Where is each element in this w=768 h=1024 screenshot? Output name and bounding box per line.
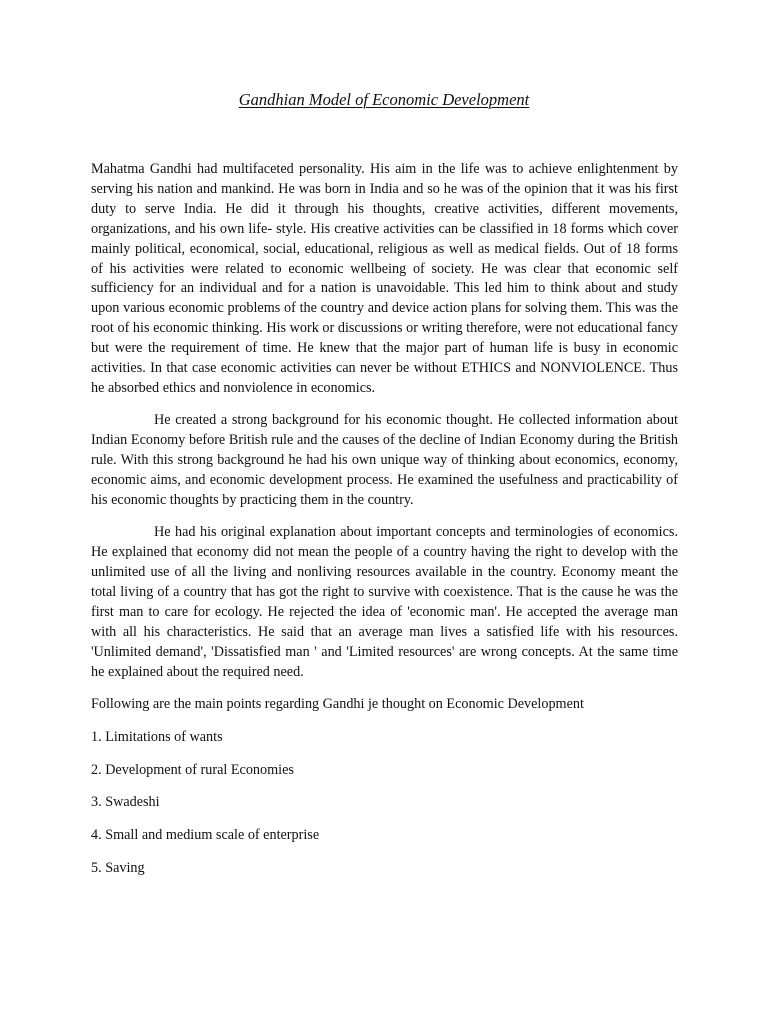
list-item: 1. Limitations of wants <box>91 728 223 745</box>
paragraph-introduction: Mahatma Gandhi had multifaceted personality. His aim in the life was to achieve enlightenment by serving his nation and mankind. He was born in India and so he was of the opinion that it was his first duty to serve India. He did it through his thoughts, creative activities, different movements, organizations, and his own life- style. His creative activities can be classified in 18 forms which cover mainly political, economical, social, educational, religious as well as medical fields. Out of 18 forms of his activities were related to economic wellbeing of society. He was clear that economic self sufficiency for an individual and for a nation is unavoidable. This led him to think about and study upon various economic problems of the country and device action plans for solving them. This was the root of his economic thinking. His work or discussions or writing therefore, were not educational fancy but were the requirement of time. He knew that the major part of human life is busy in economic activities. In that case economic activities can never be without ETHICS and NONVIOLENCE. Thus he absorbed ethics and nonviolence in economics. <box>91 161 678 396</box>
list-item: 5. Saving <box>91 859 145 876</box>
document-title: Gandhian Model of Economic Development <box>238 90 530 109</box>
paragraph-concepts: He had his original explanation about important concepts and terminologies of economics. He explained that economy did not mean the people of a country having the right to develop with the unlimited use of all the living and nonliving resources available in the country. Economy meant the total living of a country that has got the right to survive with coexistence. That is the cause he was the first man to care for ecology. He rejected the idea of 'economic man'. He accepted the average man with all his characteristics. He said that an average man lives a satisfied life with his resources. 'Unlimited demand', 'Dissatisfied man ' and 'Limited resources' are wrong concepts. At the same time he explained about the required need. <box>91 524 678 680</box>
document-body <box>91 160 678 879</box>
paragraph-background: He created a strong background for his economic thought. He collected information about Indian Economy before British rule and the causes of the decline of Indian Economy during the British rule. With this strong background he had his own unique way of thinking about economics, economy, economic aims, and economic development process. He examined the usefulness and practicability of his economic thoughts by practicing them in the country. <box>91 412 678 508</box>
list-item: 4. Small and medium scale of enterprise <box>91 826 320 843</box>
points-list <box>91 728 678 879</box>
list-item: 2. Development of rural Economies <box>91 761 294 778</box>
list-item: 3. Swadeshi <box>91 794 160 811</box>
points-intro: Following are the main points regarding Gandhi je thought on Economic Development <box>91 696 584 713</box>
